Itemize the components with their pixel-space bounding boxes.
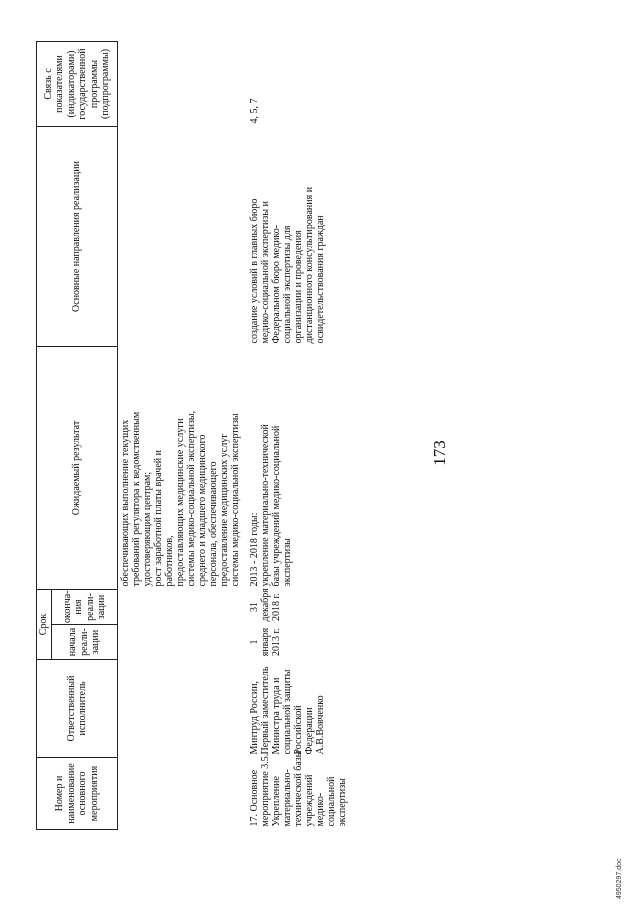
continuation-result	[118, 347, 244, 590]
row17-end	[247, 590, 350, 625]
row17-directions	[247, 127, 350, 347]
row17-result-line: экспертизы	[282, 538, 293, 587]
row17-directions-line: Федеральном бюро медико-	[271, 224, 282, 344]
footer-filename: 4950297.doc	[616, 858, 623, 899]
row17-executor-line: Федерации	[304, 707, 315, 755]
continuation-result-line: требований регулятора к ведомственным	[131, 411, 142, 587]
continuation-result-line: рост заработной платы врачей и	[153, 450, 164, 587]
continuation-result-line: персонала, обеспечивающего	[208, 461, 219, 587]
row17-start-line: 1	[249, 639, 260, 645]
header-result: Ожидаемый результат	[37, 347, 118, 590]
row17-result-line: укрепление материально-технической	[260, 424, 271, 587]
header-executor: Ответственный исполнитель	[37, 660, 118, 758]
row17-executor-line: Министра труда и	[271, 677, 282, 755]
row17-executor-line: Минтруд России,	[249, 680, 260, 755]
row17-directions-line: создание условий в главных бюро	[249, 198, 260, 344]
row17-result-line: 2013 - 2018 годы:	[249, 512, 260, 587]
header-start: начала реали-зации	[52, 625, 118, 660]
row17-executor-line: Российской	[293, 705, 304, 755]
row17-executor-line: Первый заместитель	[260, 666, 271, 755]
header-srok: Срок	[37, 590, 52, 660]
continuation-result-line: среднего и младшего медицинского	[197, 434, 208, 587]
page-number: 173	[430, 440, 449, 466]
row17-name-line: мероприятие 3.5.	[260, 753, 271, 827]
row17-end-line: 31	[249, 602, 260, 612]
continuation-row	[118, 42, 244, 830]
header-end: оконча-ния реали-зации	[52, 590, 118, 625]
row17-end-line: декабря	[260, 588, 271, 622]
row17-executor-line: социальной защиты	[282, 669, 293, 755]
header-indicators: Связь с показателями (индикаторами) государственной программы (подпрограммы)	[37, 42, 118, 127]
row17-directions-line: организации и проведения	[293, 230, 304, 344]
row17-name-line: учреждений	[304, 774, 315, 827]
header-directions: Основные направления реализации	[37, 127, 118, 347]
table-row-17	[247, 42, 350, 830]
row17-name	[247, 750, 350, 830]
continuation-result-line: системы медико-социальной экспертизы	[230, 413, 241, 587]
row17-name-line: технической базы	[293, 750, 304, 827]
row17-directions-line: медико-социальной экспертизы и	[260, 201, 271, 344]
row17-executor	[247, 660, 350, 758]
continuation-result-line: удостоверяющим центрам;	[142, 471, 153, 587]
row17-executor-line: А.В.Вовченко	[315, 695, 326, 755]
row17-name-line: Укрепление	[271, 776, 282, 827]
row17-end-line: 2018 г.	[271, 593, 282, 621]
row17-directions-line: освидетельствования граждан	[315, 215, 326, 344]
row17-name-line: экспертизы	[337, 778, 348, 827]
continuation-result-line: системы медико-социальной экспертизы,	[186, 410, 197, 587]
row17-start-line: января	[260, 627, 271, 657]
continuation-result-line: работников,	[164, 535, 175, 587]
row17-name-line: материально-	[282, 769, 293, 827]
row17-result-line: базы учреждений медико-социальной	[271, 425, 282, 587]
continuation-result-line: предоставление медицинских услуг	[219, 433, 230, 587]
row17-start-line: 2013 г.	[271, 628, 282, 656]
continuation-result-line: обеспечивающих выполнение текущих	[120, 419, 131, 587]
program-table	[36, 41, 350, 830]
row17-result	[247, 347, 350, 590]
row17-name-line: 17. Основное	[249, 769, 260, 827]
row17-indicators: 4, 5, 7	[249, 98, 260, 124]
row17-start	[247, 625, 350, 660]
row17-name-line: социальной	[326, 776, 337, 827]
row17-name-line: медико-	[315, 792, 326, 827]
row17-directions-line: дистанционного консультирования и	[304, 186, 315, 344]
row17-directions-line: социальной экспертизы для	[282, 225, 293, 344]
header-name: Номер и наименование основного мероприятия	[37, 758, 118, 830]
continuation-result-line: предоставляющих медицинские услуги	[175, 418, 186, 587]
